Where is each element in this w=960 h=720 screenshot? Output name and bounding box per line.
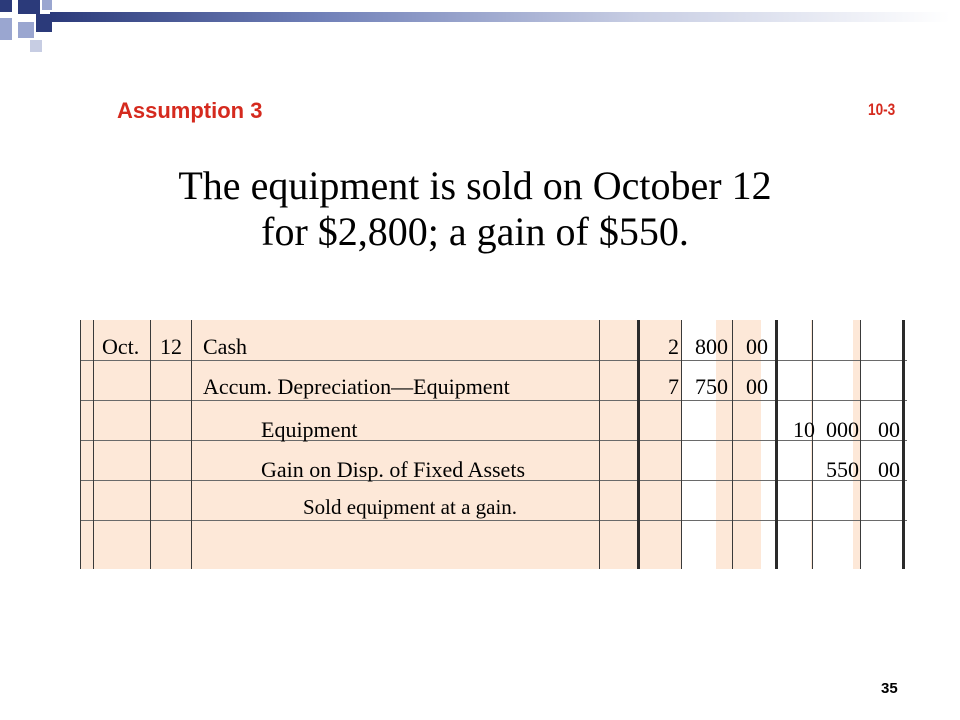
decor-square [0, 0, 12, 12]
slide-title [120, 163, 830, 255]
account-name: Accum. Depreciation—Equipment [203, 374, 510, 399]
decor-square [30, 40, 42, 52]
journal-rule [80, 320, 81, 569]
credit-thousands: 10 [793, 417, 815, 442]
credit-cents: 00 [878, 417, 900, 442]
journal-column-shade [813, 320, 853, 569]
journal-rule [191, 320, 192, 569]
debit-thousands: 2 [668, 334, 679, 359]
title-line-2: for $2,800; a gain of $550. [261, 209, 689, 254]
account-name: Cash [203, 334, 247, 359]
decor-square [18, 0, 40, 14]
credit-hundreds: 000 [826, 417, 859, 442]
decor-square [42, 0, 52, 10]
journal-rule [150, 320, 151, 569]
journal-rule [599, 320, 600, 569]
decor-square [0, 18, 12, 40]
debit-thousands: 7 [668, 374, 679, 399]
chapter-number: 10-3 [868, 100, 896, 119]
journal-rule [93, 320, 94, 569]
journal-column-shade [761, 320, 811, 569]
title-line-1: The equipment is sold on October 12 [178, 163, 772, 208]
journal-rule [80, 400, 907, 401]
debit-cents: 00 [746, 374, 768, 399]
slide-heading: Assumption 3 [117, 98, 263, 123]
journal-column-shade [860, 320, 907, 569]
decor-square [18, 22, 34, 38]
journal-entry [80, 320, 907, 569]
debit-hundreds: 750 [695, 374, 728, 399]
credit-cents: 00 [878, 457, 900, 482]
journal-rule [775, 320, 778, 569]
entry-day: 12 [160, 334, 182, 359]
debit-cents: 00 [746, 334, 768, 359]
account-name: Gain on Disp. of Fixed Assets [261, 457, 525, 482]
journal-rule [80, 520, 907, 521]
journal-rule [902, 320, 905, 569]
journal-rule [80, 360, 907, 361]
entry-explanation: Sold equipment at a gain. [303, 495, 518, 519]
page-number: 35 [881, 680, 898, 697]
debit-hundreds: 800 [695, 334, 728, 359]
journal-rule [812, 320, 813, 569]
journal-rule [860, 320, 861, 569]
entry-month: Oct. [102, 334, 140, 359]
account-name: Equipment [261, 417, 358, 442]
header-band [50, 12, 950, 22]
credit-hundreds: 550 [826, 457, 859, 482]
